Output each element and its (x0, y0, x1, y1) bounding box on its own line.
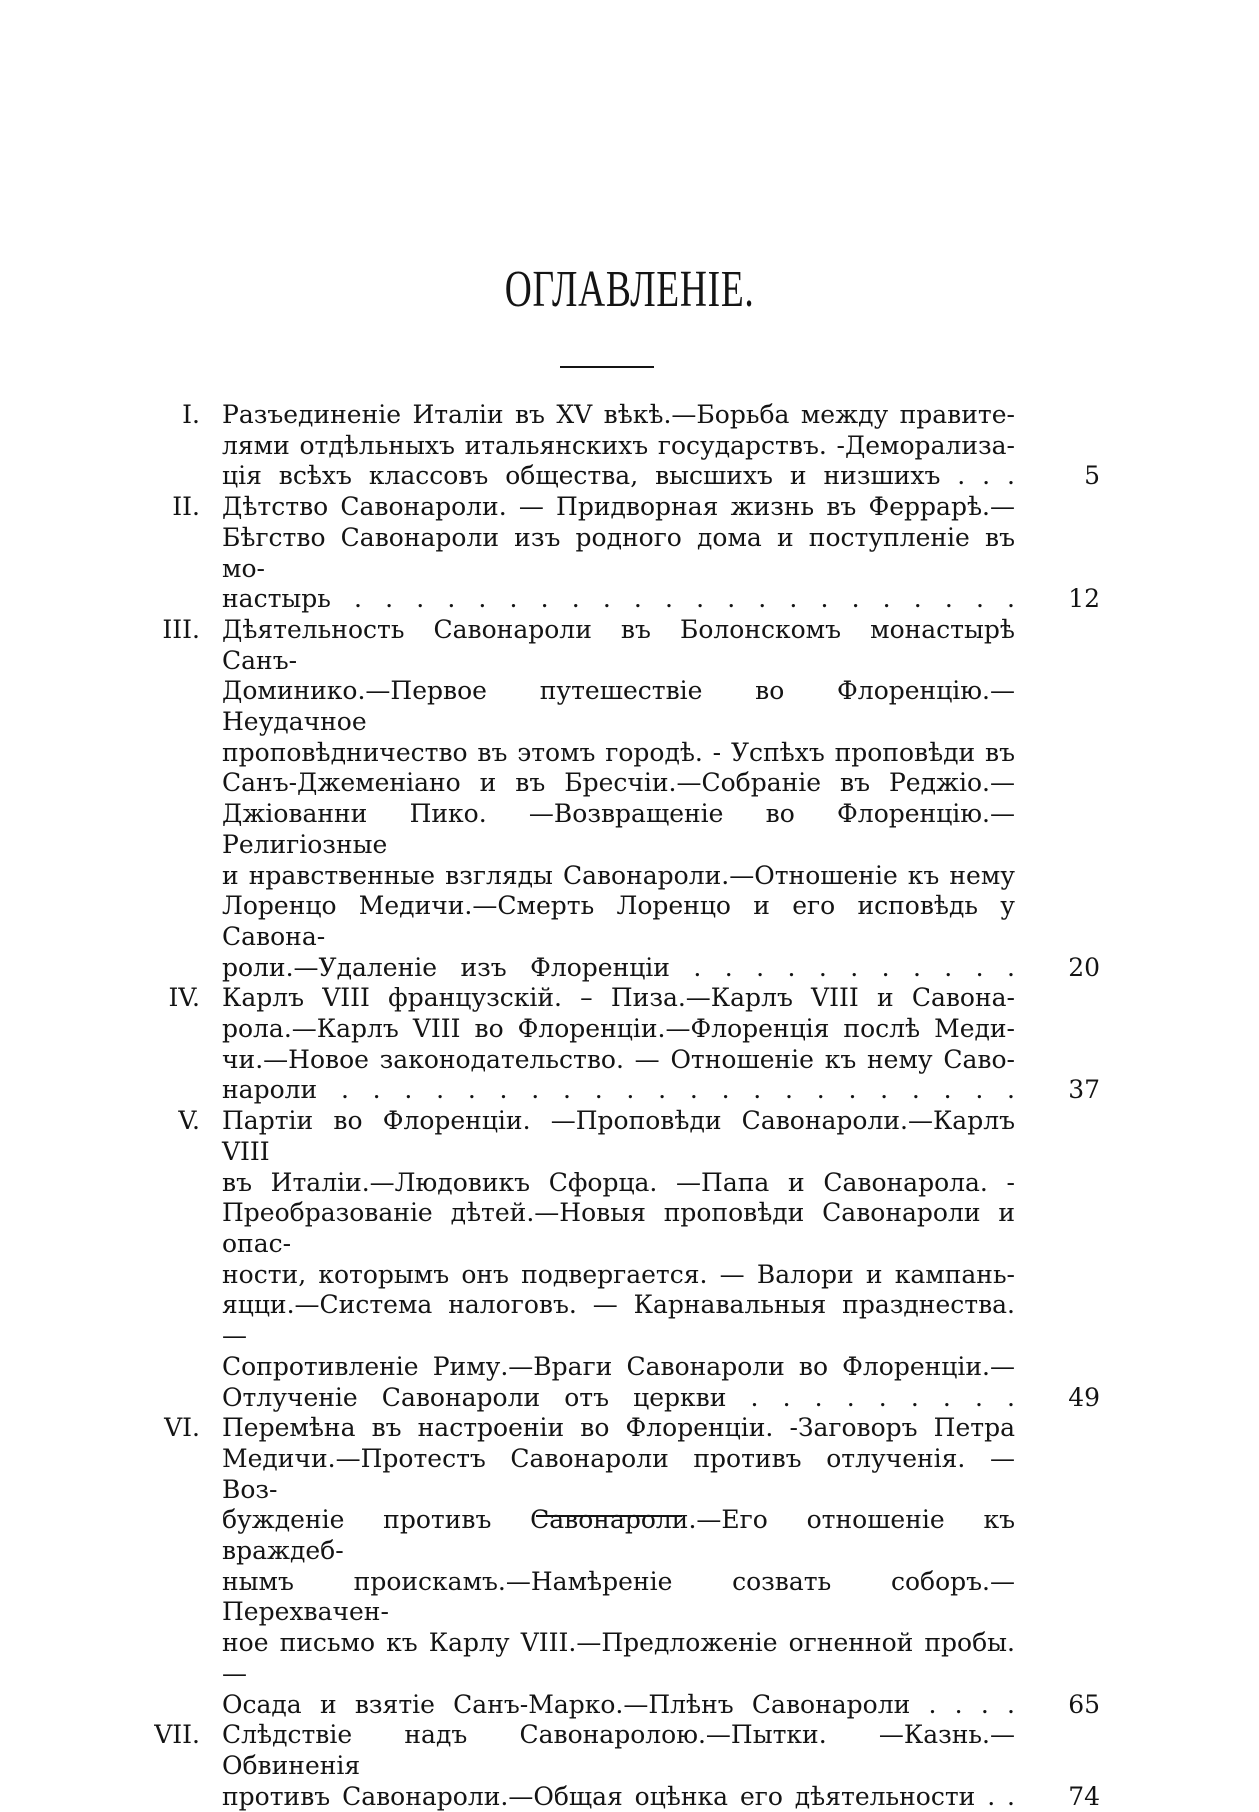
toc-entry (150, 1413, 1100, 1720)
summary-line: Джіованни Пико. —Возвращеніе во Флоренцію.—Религіозные (222, 799, 1015, 859)
title-divider (560, 366, 654, 368)
summary-line: роли.—Удаленіе изъ Флоренціи . . . . . . . . . . . (222, 952, 1015, 982)
summary-line: Разъединеніе Италіи въ XV вѣкѣ.—Борьба между правите- (222, 400, 1015, 429)
summary-line: ція всѣхъ классовъ общества, высшихъ и низшихъ . . . (222, 461, 1015, 491)
table-of-contents (150, 400, 1100, 1812)
chapter-numeral: V. (178, 1106, 200, 1136)
summary-line: Осада и взятіе Санъ-Марко.—Плѣнъ Савонароли . . . . (222, 1689, 1015, 1719)
summary-line: Сопротивленіе Риму.—Враги Савонароли во Флоренціи.— (222, 1351, 1015, 1381)
summary-line: Партіи во Флоренціи. —Проповѣди Савонароли.—Карлъ VIII (222, 1106, 1015, 1166)
summary-line: Санъ-Джеменіано и въ Бресчіи.—Собраніе въ Реджіо.— (222, 768, 1015, 798)
summary-line: ное письмо къ Карлу VIII.—Предложеніе огненной пробы.— (222, 1628, 1015, 1688)
summary-line: яцци.—Система налоговъ. — Карнавальныя празднества. — (222, 1290, 1015, 1351)
page-title: ОГЛАВЛЕНІЕ. (504, 261, 755, 318)
chapter-numeral: VII. (154, 1720, 200, 1750)
chapter-summary (222, 1413, 1015, 1720)
summary-line: Слѣдствіе надъ Савонаролою.—Пытки. —Казнь.—Обвиненія (222, 1720, 1015, 1780)
toc-entry (150, 492, 1100, 615)
chapter-summary (222, 492, 1015, 615)
page-number: 20 (1068, 952, 1100, 982)
summary-line: нымъ проискамъ.—Намѣреніе созвать соборъ.—Перехвачен- (222, 1566, 1015, 1627)
chapter-numeral: VI. (164, 1413, 200, 1443)
summary-line: проповѣдничество въ этомъ городѣ. - Успѣхъ проповѣди въ (222, 737, 1015, 767)
toc-entry (150, 983, 1100, 1106)
summary-line: лями отдѣльныхъ итальянскихъ государствъ. -Деморализа- (222, 430, 1015, 460)
summary-line: противъ Савонароли.—Общая оцѣнка его дѣятельности . . (222, 1781, 1015, 1811)
chapter-summary (222, 1106, 1015, 1413)
summary-line: нароли . . . . . . . . . . . . . . . . . . . . . . (222, 1075, 1015, 1105)
end-divider (536, 1515, 682, 1517)
summary-line: Преобразованіе дѣтей.—Новыя проповѣди Савонароли и опас- (222, 1198, 1015, 1258)
toc-entry (150, 1720, 1100, 1812)
summary-line: бужденіе противъ Савонароли.—Его отношеніе къ враждеб- (222, 1505, 1015, 1566)
summary-line: Карлъ VIII французскій. – Пиза.—Карлъ VIII и Савона- (222, 983, 1015, 1013)
toc-entry (150, 1106, 1100, 1413)
page-number: 5 (1084, 461, 1100, 491)
chapter-summary (222, 400, 1015, 492)
page-number: 49 (1068, 1382, 1100, 1412)
toc-entry (150, 400, 1100, 492)
summary-line: Доминико.—Первое путешествіе во Флоренцію.—Неудачное (222, 676, 1015, 737)
summary-line: Дѣятельность Савонароли въ Болонскомъ монастырѣ Санъ- (222, 614, 1015, 675)
summary-line: Лоренцо Медичи.—Смерть Лоренцо и его исповѣдь у Савона- (222, 891, 1015, 951)
page-number: 12 (1068, 584, 1100, 614)
summary-line: Бѣгство Савонароли изъ родного дома и поступленіе въ мо- (222, 522, 1015, 583)
summary-line: рола.—Карлъ VIII во Флоренціи.—Флоренція послѣ Меди- (222, 1014, 1015, 1044)
chapter-numeral: II. (172, 492, 200, 522)
summary-line: Дѣтство Савонароли. — Придворная жизнь въ Феррарѣ.— (222, 492, 1015, 522)
summary-line: въ Италіи.—Людовикъ Сфорца. —Папа и Савонарола. - (222, 1167, 1015, 1197)
chapter-numeral: IV. (168, 983, 200, 1013)
chapter-numeral: III. (162, 614, 200, 644)
chapter-summary (222, 983, 1015, 1106)
page-number: 65 (1068, 1689, 1100, 1719)
toc-entry (150, 615, 1100, 983)
summary-line: Перемѣна въ настроеніи во Флоренціи. -Заговоръ Петра (222, 1413, 1015, 1443)
page-number: 37 (1068, 1075, 1100, 1105)
chapter-summary (222, 615, 1015, 983)
summary-line: настырь . . . . . . . . . . . . . . . . . . . . . . (222, 584, 1015, 614)
page-number: 74 (1068, 1781, 1100, 1811)
summary-line: Медичи.—Протестъ Савонароли противъ отлученія. — Воз- (222, 1443, 1015, 1504)
summary-line: Отлученіе Савонароли отъ церкви . . . . . . . . . (222, 1382, 1015, 1412)
summary-line: чи.—Новое законодательство. — Отношеніе къ нему Саво- (222, 1044, 1015, 1074)
summary-line: ности, которымъ онъ подвергается. — Валори и кампань- (222, 1259, 1015, 1289)
chapter-numeral: I. (182, 400, 200, 429)
chapter-summary (222, 1720, 1015, 1812)
summary-line: и нравственные взгляды Савонароли.—Отношеніе къ нему (222, 860, 1015, 890)
